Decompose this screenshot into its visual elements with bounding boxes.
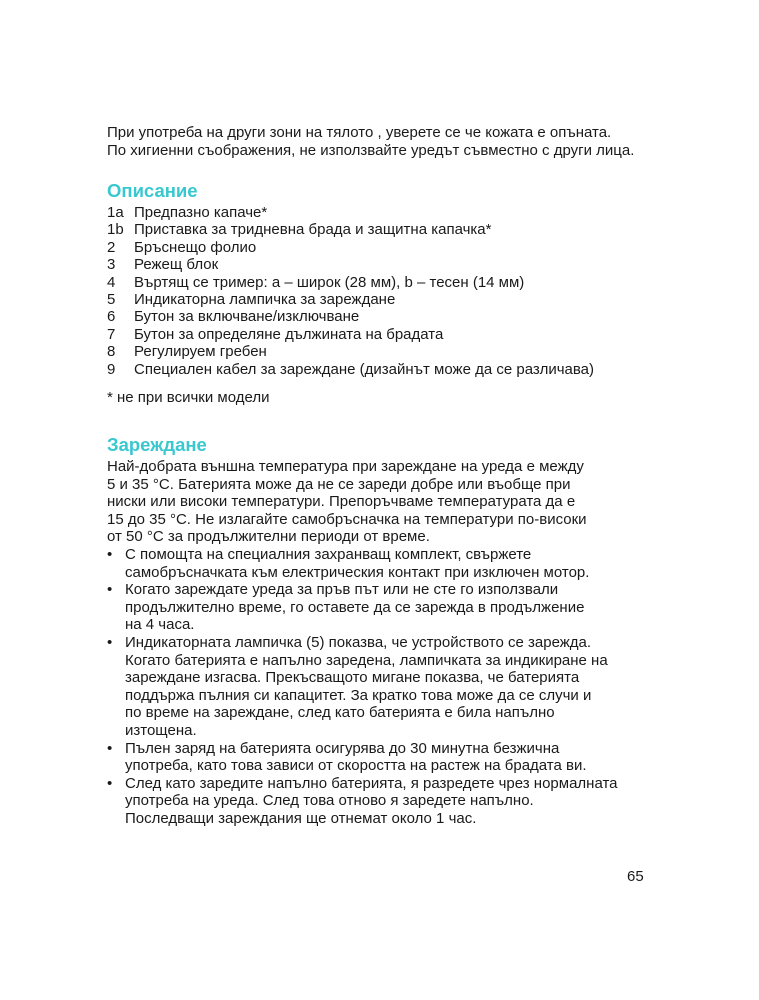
bullet-item <box>107 740 667 775</box>
item-number: 9 <box>107 360 116 378</box>
bullet-line: Когато зареждате уреда за пръв път или не сте го използвали <box>125 581 559 599</box>
charging-intro-line: 5 и 35 °C. Батерията може да не се зареди добре или въобще при <box>107 475 571 493</box>
list-item <box>107 204 667 221</box>
list-item <box>107 256 667 273</box>
charging-intro <box>107 458 667 546</box>
item-number: 1a <box>107 204 124 221</box>
bullet-line: След като заредите напълно батерията, я разредете чрез нормалната <box>125 774 618 792</box>
item-text: Въртящ се тример: a – широк (28 мм), b – тесен (14 мм) <box>134 273 525 291</box>
section-heading-charging: Зареждане <box>107 434 207 456</box>
item-number: 1b <box>107 221 124 239</box>
item-text: Предпазно капаче* <box>134 204 268 221</box>
charging-intro-line: от 50 °C за продължителни периоди от време. <box>107 528 430 546</box>
bullet-line: С помощта на специалния захранващ комплект, свържете <box>125 546 532 564</box>
page-content <box>107 124 667 828</box>
bullet-line: изтощена. <box>125 721 197 739</box>
bullet-text <box>125 740 587 775</box>
bullet-line: зареждане изгасва. Прекъсващото мигане показва, че батерията <box>125 669 580 687</box>
item-text: Бутон за определяне дължината на брадата <box>134 325 444 343</box>
charging-intro-line: 15 до 35 °C. Не излагайте самобръсначка на температури по-високи <box>107 510 587 528</box>
charging-intro-line: ниски или високи температури. Препоръчваме температурата да е <box>107 493 576 511</box>
item-text: Приставка за тридневна брада и защитна капачка* <box>134 221 492 239</box>
intro-paragraph <box>107 124 667 160</box>
item-number: 3 <box>107 256 116 274</box>
bullet-item <box>107 775 667 828</box>
list-item <box>107 221 667 238</box>
bullet-icon: • <box>107 634 113 651</box>
intro-line: По хигиенни съображения, не използвайте уредът съвместно с други лица. <box>107 142 635 159</box>
list-item <box>107 291 667 308</box>
item-text: Специален кабел за зареждане (дизайнът може да се различава) <box>134 360 594 378</box>
parts-list <box>107 204 667 378</box>
bullet-icon: • <box>107 739 113 757</box>
footnote: * не при всички модели <box>107 389 270 407</box>
bullet-text <box>125 775 618 828</box>
bullet-text <box>125 634 608 740</box>
item-text: Бутон за включване/изключване <box>134 308 360 326</box>
bullet-item <box>107 581 667 634</box>
item-text: Регулируем гребен <box>134 343 267 361</box>
item-number: 8 <box>107 343 116 361</box>
item-text: Режещ блок <box>134 256 219 274</box>
bullet-line: употреба на уреда. След това отново я заредете напълно. <box>125 792 534 810</box>
bullet-line: на 4 часа. <box>125 616 195 634</box>
item-number: 2 <box>107 238 116 256</box>
intro-line: При употреба на други зони на тялото , уверете се че кожата е опъната. <box>107 124 612 141</box>
list-item <box>107 343 667 360</box>
bullet-line: употреба, като това зависи от скоростта на растеж на брадата ви. <box>125 757 587 775</box>
bullet-line: самобръсначката към електрическия контакт при изключен мотор. <box>125 563 590 581</box>
page-number: 65 <box>627 868 644 885</box>
bullet-icon: • <box>107 774 113 792</box>
bullet-line: Пълен заряд на батерията осигурява до 30 минутна безжична <box>125 739 560 757</box>
item-text: Индикаторна лампичка за зареждане <box>134 291 396 309</box>
bullet-icon: • <box>107 581 113 599</box>
item-number: 6 <box>107 308 116 326</box>
bullet-text <box>125 581 584 634</box>
bullet-item <box>107 546 667 581</box>
bullet-line: по време на зареждане, след като батерията е била напълно <box>125 704 555 722</box>
item-text: Бръснещо фолио <box>134 238 257 256</box>
bullet-line: продължително време, го оставете да се зарежда в продължение <box>125 598 585 616</box>
item-number: 7 <box>107 325 116 343</box>
bullet-line: Индикаторната лампичка (5) показва, че устройството се зарежда. <box>125 634 592 651</box>
charging-intro-line: Най-добрата външна температура при зареждане на уреда е между <box>107 458 584 476</box>
charging-bullet-list <box>107 546 667 828</box>
list-item <box>107 361 667 378</box>
item-number: 4 <box>107 273 116 291</box>
bullet-text <box>125 546 589 581</box>
bullet-icon: • <box>107 546 113 564</box>
item-number: 5 <box>107 291 116 309</box>
section-heading-description: Описание <box>107 180 198 201</box>
list-item <box>107 274 667 291</box>
list-item <box>107 308 667 325</box>
list-item <box>107 326 667 343</box>
bullet-item <box>107 634 667 740</box>
bullet-line: поддържа пълния си капацитет. За кратко това може да се случи и <box>125 686 592 704</box>
bullet-line: Последващи зареждания ще отнемат около 1 час. <box>125 809 477 827</box>
list-item <box>107 239 667 256</box>
bullet-line: Когато батерията е напълно заредена, лампичката за индикиране на <box>125 651 608 669</box>
